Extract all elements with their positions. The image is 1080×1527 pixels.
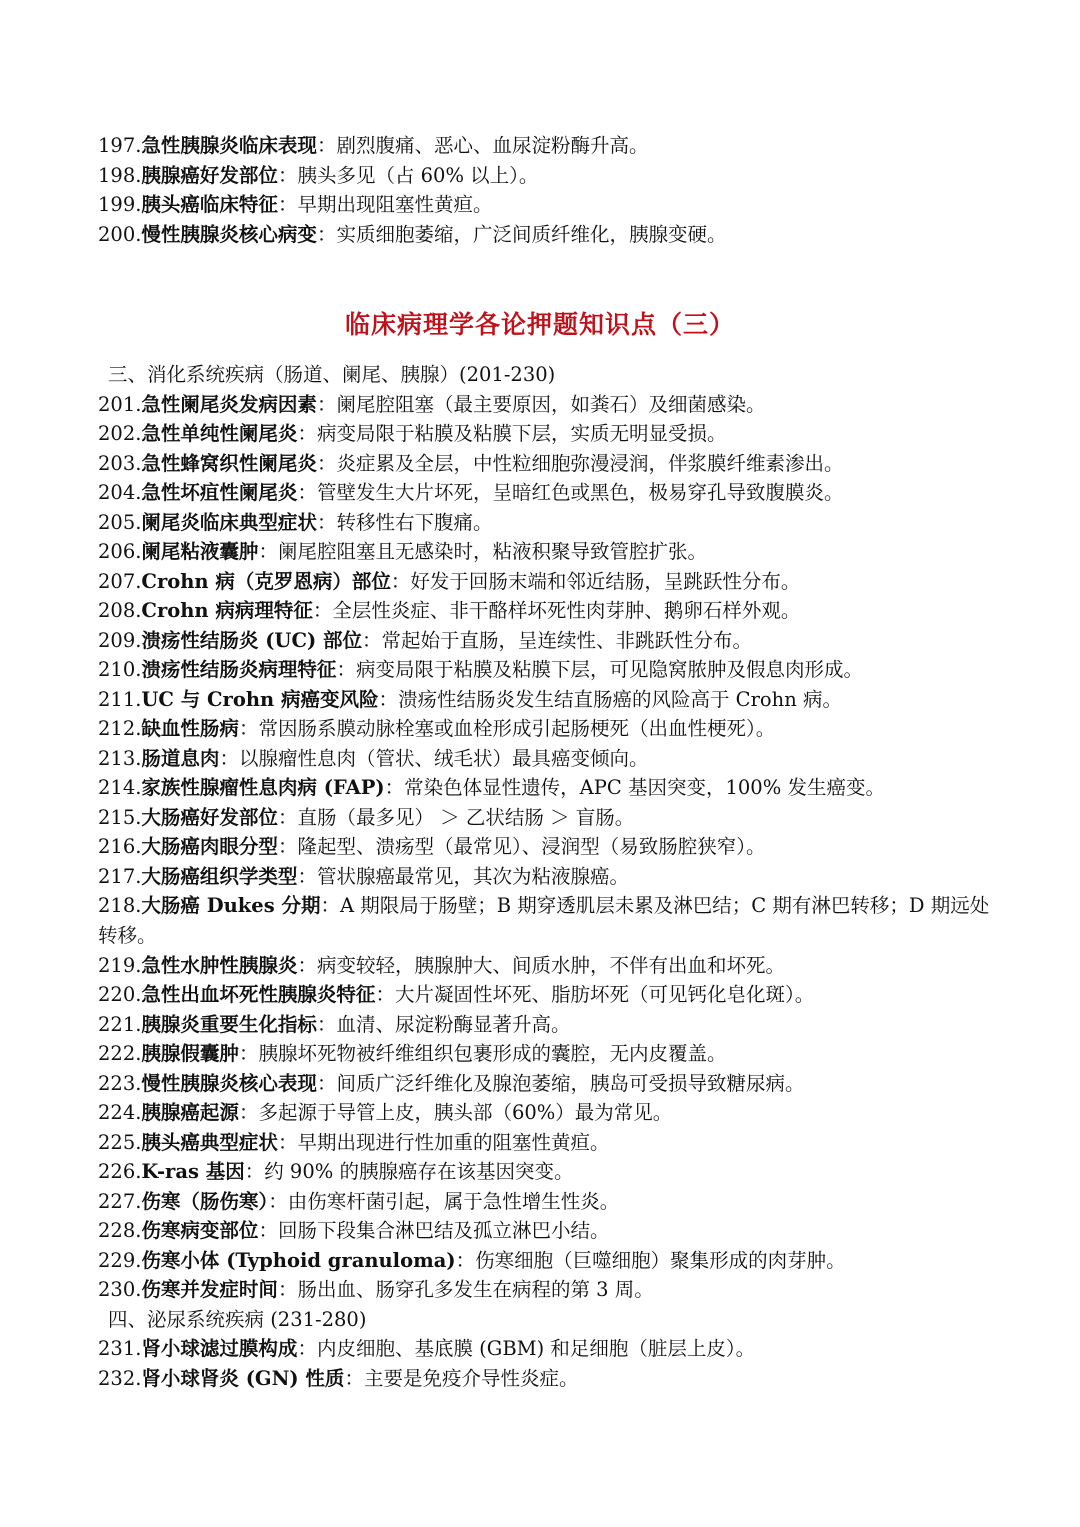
- list-item: [98, 1098, 998, 1128]
- item-desc: ：常因肠系膜动脉栓塞或血栓形成引起肠梗死（出血性梗死）。: [238, 717, 776, 740]
- item-number: 209.: [98, 629, 142, 652]
- item-desc: ：直肠（最多见） ＞ 乙状结肠 ＞ 盲肠。: [277, 806, 635, 829]
- item-desc: ：隆起型、溃疡型（最常见）、浸润型（易致肠腔狭窄）。: [277, 835, 766, 858]
- list-item: [98, 744, 998, 774]
- list-item: [98, 685, 998, 715]
- list-item: [98, 537, 998, 567]
- item-term: 胰腺炎重要生化指标: [141, 1013, 317, 1036]
- item-number: 224.: [98, 1101, 142, 1124]
- list-item: [98, 1157, 998, 1187]
- item-number: 214.: [98, 776, 142, 799]
- item-number: 198.: [98, 164, 142, 187]
- item-desc: ：好发于回肠末端和邻近结肠，呈跳跃性分布。: [390, 570, 801, 593]
- item-number: 207.: [98, 570, 142, 593]
- item-number: 217.: [98, 865, 142, 888]
- item-term: 大肠癌组织学类型: [141, 865, 298, 888]
- item-number: 232.: [98, 1367, 142, 1390]
- list-item: [98, 131, 998, 161]
- list-item: [98, 419, 998, 449]
- item-number: 212.: [98, 717, 142, 740]
- item-number: 201.: [98, 393, 142, 416]
- item-desc: ：转移性右下腹痛。: [316, 511, 493, 534]
- item-desc: ：全层性炎症、非干酪样坏死性肉芽肿、鹅卵石样外观。: [312, 599, 801, 622]
- item-desc: ：管状腺癌最常见，其次为粘液腺癌。: [297, 865, 629, 888]
- item-term: 肠道息肉: [141, 747, 220, 770]
- item-desc: ：剧烈腹痛、恶心、血尿淀粉酶升高。: [316, 134, 649, 157]
- item-desc: ：炎症累及全层，中性粒细胞弥漫浸润，伴浆膜纤维素渗出。: [316, 452, 844, 475]
- item-number: 230.: [98, 1278, 142, 1301]
- item-number: 218.: [98, 894, 142, 917]
- list-item: [98, 449, 998, 479]
- item-term: 阑尾炎临床典型症状: [141, 511, 317, 534]
- item-term: 急性蜂窝织性阑尾炎: [141, 452, 317, 475]
- list-item: [98, 220, 998, 250]
- item-number: 223.: [98, 1072, 142, 1095]
- item-term: 胰腺癌好发部位: [141, 164, 278, 187]
- item-term: 胰腺假囊肿: [141, 1042, 239, 1065]
- item-number: 213.: [98, 747, 142, 770]
- item-term: 急性阑尾炎发病因素: [141, 393, 317, 416]
- item-number: 216.: [98, 835, 142, 858]
- item-term: 急性单纯性阑尾炎: [141, 422, 298, 445]
- item-desc: ：间质广泛纤维化及腺泡萎缩，胰岛可受损导致糖尿病。: [316, 1072, 805, 1095]
- item-desc: ：回肠下段集合淋巴结及孤立淋巴小结。: [258, 1219, 610, 1242]
- item-term: 急性胰腺炎临床表现: [141, 134, 317, 157]
- item-term: 急性坏疽性阑尾炎: [141, 481, 298, 504]
- item-desc: ：主要是免疫介导性炎症。: [344, 1367, 579, 1390]
- item-term: 溃疡性结肠炎病理特征: [141, 658, 337, 681]
- item-number: 211.: [98, 688, 142, 711]
- item-term: 阑尾粘液囊肿: [141, 540, 259, 563]
- page-title: 临床病理学各论押题知识点（三）: [344, 310, 735, 339]
- item-desc: ：病变局限于粘膜及粘膜下层，实质无明显受损。: [297, 422, 727, 445]
- item-number: 226.: [98, 1160, 142, 1183]
- item-term: 大肠癌肉眼分型: [141, 835, 278, 858]
- item-term: 慢性胰腺炎核心病变: [141, 223, 317, 246]
- list-item: [98, 891, 998, 950]
- item-term: 胰头癌典型症状: [141, 1131, 278, 1154]
- item-term: 胰腺癌起源: [141, 1101, 239, 1124]
- item-term: 伤寒小体 (Typhoid granuloma): [141, 1249, 456, 1272]
- list-item: [98, 1069, 998, 1099]
- item-number: 205.: [98, 511, 142, 534]
- list-item: [98, 773, 998, 803]
- item-term: UC 与 Crohn 病癌变风险: [141, 688, 379, 711]
- list-item: [98, 951, 998, 981]
- item-number: 200.: [98, 223, 142, 246]
- list-item: [98, 1275, 998, 1305]
- list-item: [98, 714, 998, 744]
- item-term: 伤寒（肠伤寒）: [141, 1190, 269, 1213]
- list-item: [98, 508, 998, 538]
- item-term: 家族性腺瘤性息肉病 (FAP): [141, 776, 385, 799]
- item-term: 溃疡性结肠炎 (UC) 部位: [141, 629, 362, 652]
- item-number: 199.: [98, 193, 142, 216]
- list-item: [98, 980, 998, 1010]
- list-item: [98, 596, 998, 626]
- item-term: 胰头癌临床特征: [141, 193, 278, 216]
- item-desc: ：由伤寒杆菌引起，属于急性增生性炎。: [268, 1190, 620, 1213]
- item-number: 222.: [98, 1042, 142, 1065]
- item-desc: ：阑尾腔阻塞（最主要原因，如粪石）及细菌感染。: [316, 393, 766, 416]
- item-desc: ：常染色体显性遗传，APC 基因突变，100% 发生癌变。: [384, 776, 885, 799]
- list-item: [98, 1216, 998, 1246]
- item-desc: ：病变局限于粘膜及粘膜下层，可见隐窝脓肿及假息肉形成。: [336, 658, 863, 681]
- list-item: [98, 1039, 998, 1069]
- item-desc: ：肠出血、肠穿孔多发生在病程的第 3 周。: [277, 1278, 654, 1301]
- list-item: [98, 190, 998, 220]
- item-number: 202.: [98, 422, 142, 445]
- list-item: [98, 161, 998, 191]
- item-desc: ：约 90% 的胰腺癌存在该基因突变。: [244, 1160, 574, 1183]
- item-term: 肾小球肾炎 (GN) 性质: [141, 1367, 345, 1390]
- list-item: [98, 1187, 998, 1217]
- item-desc: ：早期出现进行性加重的阻塞性黄疸。: [277, 1131, 610, 1154]
- item-term: 伤寒并发症时间: [141, 1278, 278, 1301]
- item-desc: ：血清、尿淀粉酶显著升高。: [316, 1013, 571, 1036]
- item-term: 伤寒病变部位: [141, 1219, 259, 1242]
- item-term: 大肠癌好发部位: [141, 806, 278, 829]
- item-number: 228.: [98, 1219, 142, 1242]
- item-desc: ：大片凝固性坏死、脂肪坏死（可见钙化皂化斑）。: [375, 983, 815, 1006]
- item-desc: ：伤寒细胞（巨噬细胞）聚集形成的肉芽肿。: [455, 1249, 846, 1272]
- item-number: 225.: [98, 1131, 142, 1154]
- item-number: 204.: [98, 481, 142, 504]
- item-term: 急性水肿性胰腺炎: [141, 954, 298, 977]
- item-number: 210.: [98, 658, 142, 681]
- item-term: Crohn 病病理特征: [141, 599, 313, 622]
- list-item: [98, 832, 998, 862]
- list-item: [98, 478, 998, 508]
- item-number: 208.: [98, 599, 142, 622]
- item-number: 197.: [98, 134, 142, 157]
- item-number: 215.: [98, 806, 142, 829]
- item-term: 慢性胰腺炎核心表现: [141, 1072, 317, 1095]
- item-desc: ：阑尾腔阻塞且无感染时，粘液积聚导致管腔扩张。: [258, 540, 707, 563]
- item-number: 206.: [98, 540, 142, 563]
- item-number: 227.: [98, 1190, 142, 1213]
- item-number: 219.: [98, 954, 142, 977]
- item-term: 缺血性肠病: [141, 717, 239, 740]
- item-desc: ：多起源于导管上皮，胰头部（60%）最为常见。: [238, 1101, 673, 1124]
- list-item: [98, 390, 998, 420]
- item-desc: ：溃疡性结肠炎发生结直肠癌的风险高于 Crohn 病。: [378, 688, 842, 711]
- item-desc: ：A 期限局于肠壁；B 期穿透肌层未累及淋巴结；C 期有淋巴转移；D 期远处转移。: [98, 894, 990, 947]
- list-item: [98, 862, 998, 892]
- item-term: 急性出血坏死性胰腺炎特征: [141, 983, 376, 1006]
- item-desc: ：早期出现阻塞性黄疸。: [277, 193, 493, 216]
- item-term: Crohn 病（克罗恩病）部位: [141, 570, 391, 593]
- item-desc: ：以腺瘤性息肉（管状、绒毛状）最具癌变倾向。: [219, 747, 649, 770]
- item-number: 231.: [98, 1337, 142, 1360]
- list-item: [98, 1010, 998, 1040]
- item-number: 229.: [98, 1249, 142, 1272]
- item-desc: ：内皮细胞、基底膜 (GBM) 和足细胞（脏层上皮）。: [297, 1337, 756, 1360]
- item-term: 肾小球滤过膜构成: [141, 1337, 298, 1360]
- list-item: [98, 1364, 998, 1394]
- section-heading: 四、泌尿系统疾病 (231-280): [108, 1308, 367, 1331]
- list-item: [98, 626, 998, 656]
- item-desc: ：实质细胞萎缩，广泛间质纤维化，胰腺变硬。: [316, 223, 727, 246]
- list-item: [98, 1334, 998, 1364]
- item-desc: ：病变较轻，胰腺肿大、间质水肿，不伴有出血和坏死。: [297, 954, 785, 977]
- item-desc: ：胰头多见（占 60% 以上）。: [277, 164, 539, 187]
- item-number: 203.: [98, 452, 142, 475]
- list-item: [98, 1128, 998, 1158]
- item-desc: ：胰腺坏死物被纤维组织包裹形成的囊腔，无内皮覆盖。: [238, 1042, 727, 1065]
- item-desc: ：管壁发生大片坏死，呈暗红色或黑色，极易穿孔导致腹膜炎。: [297, 481, 844, 504]
- item-number: 221.: [98, 1013, 142, 1036]
- section-heading: 三、消化系统疾病（肠道、阑尾、胰腺）(201-230): [108, 363, 556, 386]
- list-item: [98, 567, 998, 597]
- list-item: [98, 803, 998, 833]
- item-term: 大肠癌 Dukes 分期: [141, 894, 321, 917]
- list-item: [98, 1246, 998, 1276]
- item-desc: ：常起始于直肠，呈连续性、非跳跃性分布。: [361, 629, 752, 652]
- item-number: 220.: [98, 983, 142, 1006]
- list-item: [98, 655, 998, 685]
- item-term: K-ras 基因: [141, 1160, 245, 1183]
